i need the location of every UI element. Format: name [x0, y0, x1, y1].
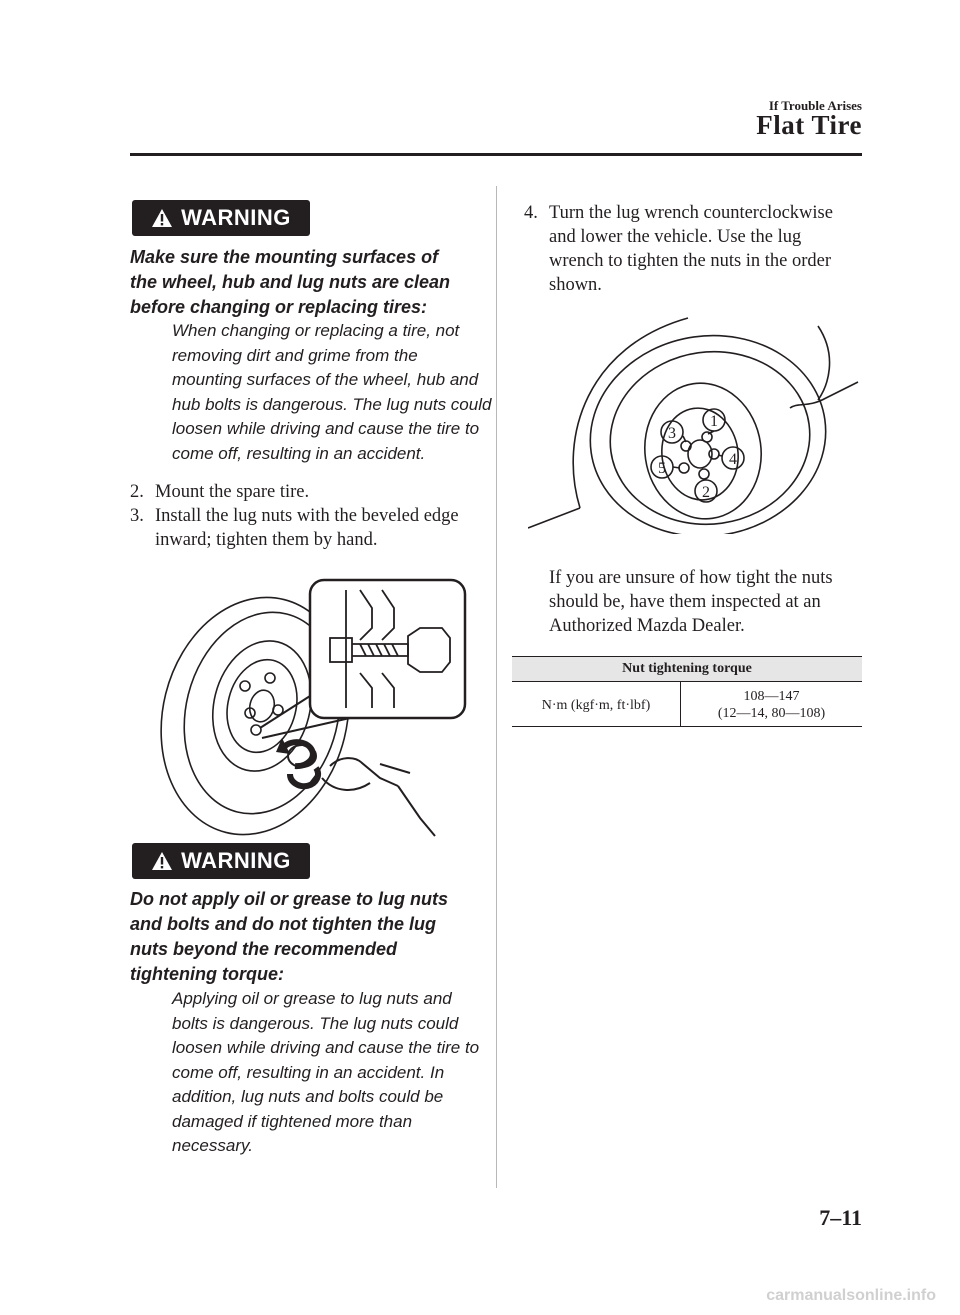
torque-note: If you are unsure of how tight the nuts should be, have them inspected at an Authorized Mazda Dealer.: [549, 568, 833, 636]
header-rule: [130, 153, 862, 156]
step-4: [524, 201, 859, 297]
step-number: 4.: [524, 203, 538, 223]
page-number: 7–11: [819, 1205, 862, 1230]
step-text: Turn the lug wrench counterclockwise and lower the vehicle. Use the lug wrench to tighten the nuts in the order shown.: [549, 203, 833, 295]
torque-value-alt: (12—14, 80—108): [717, 706, 826, 721]
order-label-3: 3: [668, 425, 676, 442]
step-number: 2.: [130, 482, 144, 502]
warning-badge-1: [132, 200, 310, 236]
warning-body-1: When changing or replacing a tire, not removing dirt and grime from the mounting surfaces of the wheel, hub and hub bolts is dangerous. The lug nuts could loosen while driving and cause the tire to come off, resulting in an accident.: [172, 321, 492, 463]
torque-table-header: Nut tightening torque: [512, 657, 862, 682]
watermark: carmanualsonline.info: [766, 1287, 936, 1304]
warning-badge-label: WARNING: [181, 848, 291, 873]
step-text: Install the lug nuts with the beveled edge inward; tighten them by hand.: [155, 506, 459, 550]
torque-unit-cell: N·m (kgf·m, ft·lbf): [512, 682, 681, 727]
section-label: If Trouble Arises: [768, 98, 862, 113]
warning-heading-2: Do not apply oil or grease to lug nuts and bolts and do not tighten the lug nuts beyond the recommended tightening torque:: [130, 889, 449, 984]
torque-table: [512, 656, 862, 727]
column-divider: [496, 186, 497, 1188]
warning-badge-label: WARNING: [181, 205, 291, 230]
warning-heading-1: Make sure the mounting surfaces of the wheel, hub and lug nuts are clean before changing or replacing tires:: [130, 247, 451, 317]
step-3: [130, 504, 470, 552]
order-label-1: 1: [710, 413, 718, 430]
step-text: Mount the spare tire.: [155, 482, 310, 502]
warning-body-2: Applying oil or grease to lug nuts and bolts is dangerous. The lug nuts could loosen while driving and cause the tire to come off, resulting in an accident. In addition, lug nuts and bolts could be damaged if tightened more than necessary.: [172, 989, 480, 1155]
step-number: 3.: [130, 506, 144, 526]
warning-badge-2: [132, 843, 310, 879]
torque-value-cell: [681, 682, 863, 727]
order-label-5: 5: [658, 460, 666, 477]
warning-triangle-icon: [151, 208, 173, 228]
nut-tightening-order-figure: [528, 316, 860, 534]
step-2: [130, 480, 470, 504]
warning-triangle-icon: [151, 851, 173, 871]
torque-value-nm: 108—147: [743, 689, 800, 704]
order-label-4: 4: [729, 451, 737, 468]
order-label-2: 2: [702, 484, 710, 501]
lug-nut-install-figure: [150, 578, 468, 840]
page-title: Flat Tire: [756, 110, 862, 140]
